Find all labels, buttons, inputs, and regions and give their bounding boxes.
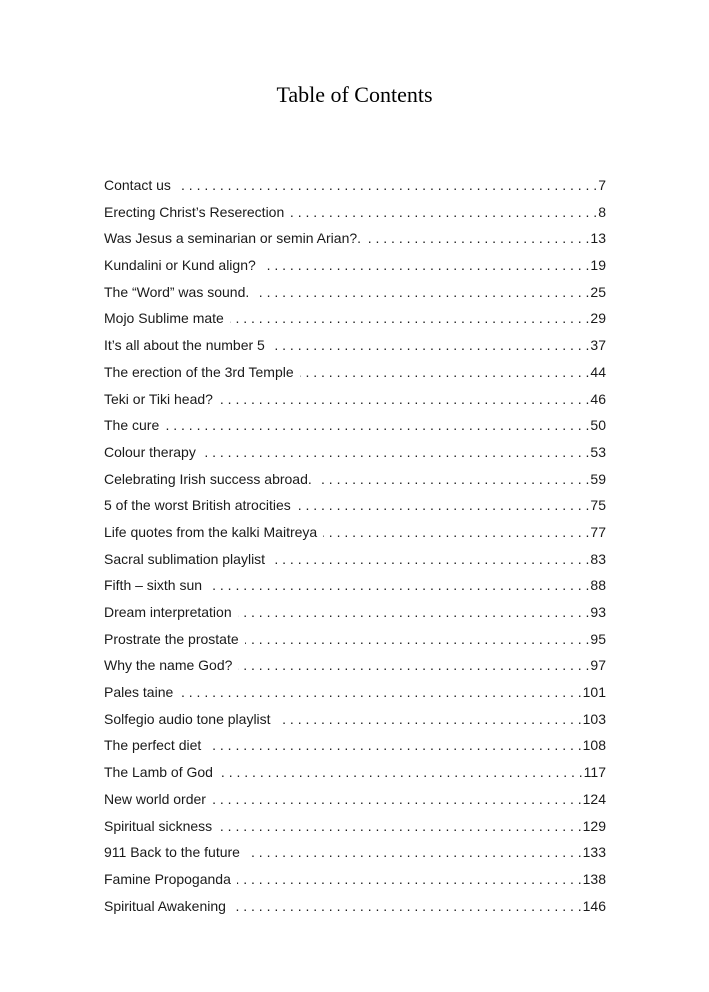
toc-dot-leader	[238, 599, 590, 626]
toc-dot-leader	[300, 359, 590, 386]
toc-entry[interactable]	[104, 332, 606, 359]
toc-entry[interactable]	[104, 866, 606, 893]
toc-entry-page-number: 97	[590, 657, 606, 674]
toc-entry[interactable]	[104, 546, 606, 573]
toc-entry-page-number: 46	[590, 390, 606, 407]
toc-entry-page-number: 88	[590, 577, 606, 594]
toc-entry-title: 911 Back to the future	[104, 844, 240, 861]
toc-entry[interactable]	[104, 305, 606, 332]
toc-entry-title: It’s all about the number 5	[104, 337, 265, 354]
toc-dot-leader	[318, 466, 590, 493]
toc-entry[interactable]	[104, 572, 606, 599]
toc-entry-page-number: 83	[590, 550, 606, 567]
toc-entry[interactable]	[104, 466, 606, 493]
toc-entry[interactable]	[104, 359, 606, 386]
toc-entry[interactable]	[104, 252, 606, 279]
toc-dot-leader	[262, 252, 590, 279]
toc-entry-page-number: 103	[582, 710, 606, 727]
toc-entry[interactable]	[104, 626, 606, 653]
toc-dot-leader	[219, 759, 583, 786]
toc-dot-leader	[271, 332, 590, 359]
toc-entry-page-number: 75	[590, 497, 606, 514]
toc-entry-page-number: 138	[582, 870, 606, 887]
toc-dot-leader	[238, 652, 589, 679]
toc-entry[interactable]	[104, 199, 606, 226]
toc-entry[interactable]	[104, 652, 606, 679]
toc-entry-title: Teki or Tiki head?	[104, 390, 213, 407]
toc-entry-title: Mojo Sublime mate	[104, 310, 224, 327]
toc-dot-leader	[218, 813, 581, 840]
toc-list	[104, 172, 606, 919]
toc-dot-leader	[290, 199, 597, 226]
toc-entry-title: Dream interpretation	[104, 604, 232, 620]
toc-entry-title: The erection of the 3rd Temple	[104, 363, 294, 380]
toc-entry-page-number: 37	[590, 337, 606, 354]
toc-entry-title: Pales taine	[104, 684, 174, 701]
toc-entry-title: Erecting Christ’s Reserection	[104, 203, 285, 220]
toc-entry[interactable]	[104, 732, 606, 759]
toc-entry-title: The “Word” was sound.	[104, 283, 250, 300]
toc-entry-page-number: 44	[590, 363, 606, 380]
toc-entry-title: Colour therapy	[104, 443, 196, 460]
toc-heading: Table of Contents	[276, 82, 433, 107]
toc-dot-leader	[255, 279, 589, 306]
toc-entry-title: Contact us	[104, 177, 171, 193]
toc-dot-leader	[230, 305, 590, 332]
toc-entry-title: Fifth – sixth sun	[104, 577, 203, 594]
toc-dot-leader	[208, 572, 589, 599]
toc-entry-page-number: 108	[582, 737, 606, 754]
toc-entry-page-number: 146	[582, 897, 606, 914]
toc-dot-leader	[271, 546, 589, 573]
toc-entry[interactable]	[104, 599, 606, 626]
toc-dot-leader	[237, 866, 582, 893]
toc-entry-page-number: 7	[598, 177, 606, 193]
toc-dot-leader	[177, 172, 597, 199]
toc-entry[interactable]	[104, 439, 606, 466]
toc-entry-page-number: 25	[590, 283, 606, 300]
toc-entry-title: Celebrating Irish success abroad.	[104, 470, 312, 487]
toc-entry-title: Why the name God?	[104, 657, 233, 674]
toc-entry-title: New world order	[104, 790, 206, 807]
toc-entry[interactable]	[104, 412, 606, 439]
toc-entry[interactable]	[104, 279, 606, 306]
toc-dot-leader	[232, 893, 582, 920]
toc-dot-leader	[297, 492, 590, 519]
toc-dot-leader	[277, 706, 582, 733]
toc-entry-title: Solfegio audio tone playlist	[104, 710, 271, 727]
toc-entry-title: Spiritual Awakening	[104, 897, 226, 914]
toc-entry-title: The perfect diet	[104, 737, 202, 754]
toc-entry-page-number: 53	[590, 443, 606, 460]
toc-dot-leader	[202, 439, 590, 466]
toc-entry-title: The Lamb of God	[104, 764, 213, 781]
toc-entry-title: 5 of the worst British atrocities	[104, 497, 291, 514]
toc-entry[interactable]	[104, 519, 606, 546]
toc-entry-page-number: 8	[598, 203, 606, 220]
toc-entry-page-number: 133	[582, 844, 606, 861]
toc-entry-page-number: 59	[590, 470, 606, 487]
toc-entry[interactable]	[104, 839, 606, 866]
toc-entry-page-number: 93	[590, 604, 606, 620]
toc-entry-page-number: 117	[583, 764, 606, 781]
toc-entry-title: Kundalini or Kund align?	[104, 257, 256, 274]
toc-entry-page-number: 50	[590, 417, 606, 434]
toc-entry-title: Sacral sublimation playlist	[104, 550, 266, 567]
toc-dot-leader	[246, 839, 582, 866]
toc-dot-leader	[179, 679, 581, 706]
toc-dot-leader	[367, 225, 589, 252]
toc-entry-title: Prostrate the prostate	[104, 630, 239, 647]
toc-entry-page-number: 124	[582, 790, 606, 807]
toc-entry-title: Life quotes from the kalki Maitreya	[104, 523, 318, 540]
toc-entry-page-number: 77	[590, 523, 606, 540]
toc-entry-page-number: 101	[582, 684, 606, 701]
toc-entry[interactable]	[104, 492, 606, 519]
toc-dot-leader	[165, 412, 589, 439]
toc-dot-leader	[212, 786, 582, 813]
toc-entry[interactable]	[104, 786, 606, 813]
toc-dot-leader	[323, 519, 589, 546]
toc-entry-page-number: 13	[590, 230, 606, 247]
toc-entry[interactable]	[104, 706, 606, 733]
toc-entry[interactable]	[104, 759, 606, 786]
toc-entry[interactable]	[104, 679, 606, 706]
toc-entry[interactable]	[104, 386, 606, 413]
toc-entry-title: Spiritual sickness	[104, 817, 213, 834]
toc-entry-title: The cure	[104, 417, 160, 434]
toc-entry-page-number: 129	[582, 817, 606, 834]
toc-entry-title: Was Jesus a seminarian or semin Arian?.	[104, 230, 362, 247]
toc-entry-page-number: 95	[590, 630, 606, 647]
toc-dot-leader	[245, 626, 590, 653]
toc-entry[interactable]	[104, 893, 606, 920]
toc-entry-page-number: 19	[590, 257, 606, 274]
toc-entry[interactable]	[104, 225, 606, 252]
toc-entry[interactable]	[104, 813, 606, 840]
toc-dot-leader	[219, 386, 589, 413]
toc-dot-leader	[207, 732, 581, 759]
toc-entry-title: Famine Propoganda	[104, 870, 231, 887]
toc-entry-page-number: 29	[590, 310, 606, 327]
toc-entry[interactable]	[104, 172, 606, 199]
